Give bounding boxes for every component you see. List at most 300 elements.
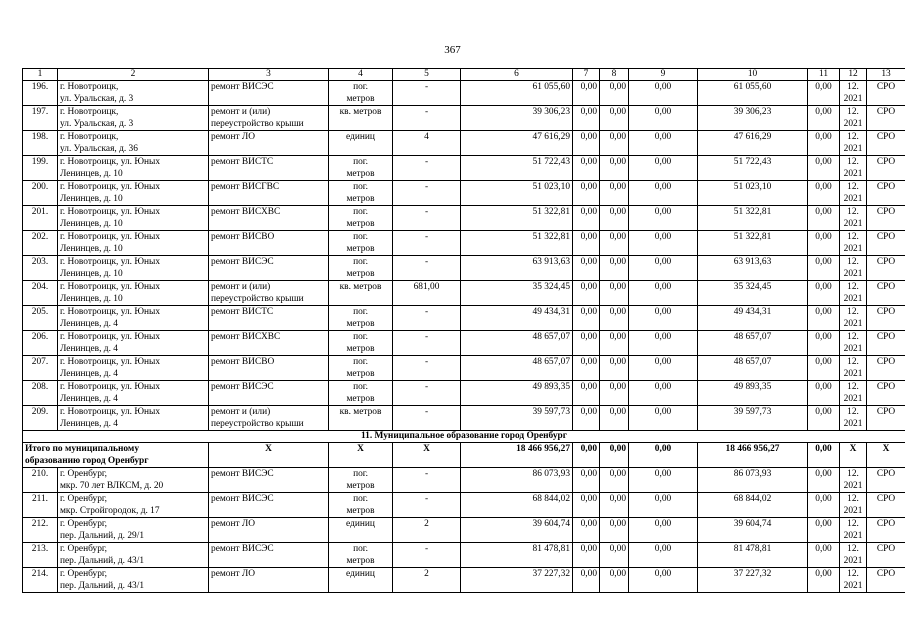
cell-line [211, 555, 326, 567]
table-cell: 0,00 [600, 256, 629, 281]
table-cell: 0,00 [600, 568, 629, 593]
table-cell: 211. [23, 493, 58, 518]
cell-line [331, 118, 390, 130]
cell-line: пог. [353, 182, 368, 192]
table-cell: 206. [23, 331, 58, 356]
cell-line: 2021 [843, 369, 863, 379]
table-cell [329, 156, 393, 181]
table-cell [329, 81, 393, 106]
cell-line: метров [346, 244, 375, 254]
cell-line: 12. [847, 132, 859, 142]
cell-line: ремонт ВИСХВС [211, 207, 281, 217]
table-cell: 0,00 [629, 381, 698, 406]
table-cell: СРО [867, 356, 905, 381]
table-cell: 63 913,63 [461, 256, 573, 281]
cell-line: 12. [847, 544, 859, 554]
table-cell [329, 518, 393, 543]
cell-line: Ленинцев, д. 4 [60, 319, 118, 329]
table-cell: - [393, 206, 461, 231]
table-row [23, 331, 905, 356]
cell-line: пог. [353, 232, 368, 242]
table-cell: 0,00 [629, 81, 698, 106]
cell-line: Ленинцев, д. 4 [60, 419, 118, 429]
table-cell: 0,00 [600, 381, 629, 406]
table-cell: 0,00 [573, 356, 600, 381]
cell-line: ремонт ВИСЭС [211, 494, 274, 504]
table-cell: СРО [867, 181, 905, 206]
table-cell: 0,00 [808, 131, 840, 156]
table-cell: 213. [23, 543, 58, 568]
cell-line: 12. [847, 357, 859, 367]
table-cell: 49 434,31 [461, 306, 573, 331]
table-cell: 0,00 [629, 518, 698, 543]
table-row [23, 381, 905, 406]
table-cell: 0,00 [808, 356, 840, 381]
cell-line: 12. [847, 232, 859, 242]
table-cell: 49 893,35 [698, 381, 808, 406]
table-cell [209, 181, 329, 206]
cell-line: переустройство крыши [211, 419, 304, 429]
table-cell [58, 156, 209, 181]
cell-line: метров [346, 319, 375, 329]
cell-line: пог. [353, 544, 368, 554]
table-cell: 0,00 [808, 381, 840, 406]
table-cell [58, 518, 209, 543]
cell-line: ремонт ВИСЭС [211, 82, 274, 92]
table-row [23, 493, 905, 518]
cell-line: г. Оренбург, [60, 569, 108, 579]
table-cell [329, 106, 393, 131]
table-cell: 0,00 [573, 518, 600, 543]
table-row [23, 206, 905, 231]
table-cell: 212. [23, 518, 58, 543]
cell-line: 2021 [843, 94, 863, 104]
cell-line: мкр. 70 лет ВЛКСМ, д. 20 [60, 481, 164, 491]
cell-line: г. Новотроицк, [60, 132, 119, 142]
table-cell: 47 616,29 [461, 131, 573, 156]
total-row [23, 443, 905, 468]
cell-line: 2021 [843, 419, 863, 429]
cell-line: 2021 [843, 219, 863, 229]
table-cell [329, 206, 393, 231]
cell-line [211, 168, 326, 180]
total-cell: 0,00 [573, 443, 600, 468]
cell-line [211, 343, 326, 355]
table-cell: 39 597,73 [461, 406, 573, 431]
cell-line: переустройство крыши [211, 294, 304, 304]
table-cell: СРО [867, 493, 905, 518]
table-row [23, 156, 905, 181]
table-cell [58, 206, 209, 231]
table-cell [840, 181, 867, 206]
table-cell [329, 381, 393, 406]
table-cell: 39 604,74 [698, 518, 808, 543]
table-cell: 197. [23, 106, 58, 131]
table-cell: СРО [867, 231, 905, 256]
table-cell: 681,00 [393, 281, 461, 306]
table-cell [58, 81, 209, 106]
table-cell [840, 356, 867, 381]
cell-line: г. Новотроицк, ул. Юных [60, 407, 161, 417]
table-cell [840, 406, 867, 431]
table-cell: - [393, 156, 461, 181]
table-cell: 0,00 [600, 206, 629, 231]
table-cell [329, 281, 393, 306]
table-cell: - [393, 181, 461, 206]
table-cell: 0,00 [573, 106, 600, 131]
table-cell: 0,00 [629, 231, 698, 256]
cell-line: 2021 [843, 344, 863, 354]
cell-line [331, 143, 390, 155]
cell-line: г. Новотроицк, ул. Юных [60, 382, 161, 392]
cell-line: метров [346, 369, 375, 379]
cell-line: ремонт ВИСЭС [211, 257, 274, 267]
table-cell [840, 518, 867, 543]
cell-line: 2021 [843, 294, 863, 304]
table-cell [209, 468, 329, 493]
cell-line: г. Новотроицк, ул. Юных [60, 157, 161, 167]
cell-line: г. Новотроицк, [60, 107, 119, 117]
table-cell: 0,00 [600, 518, 629, 543]
cell-line: 12. [847, 519, 859, 529]
total-cell: X [393, 443, 461, 468]
table-cell: - [393, 81, 461, 106]
table-cell: 0,00 [573, 181, 600, 206]
table-cell: СРО [867, 468, 905, 493]
table-cell: 202. [23, 231, 58, 256]
cell-line: единиц [346, 132, 375, 142]
table-cell: 48 657,07 [698, 356, 808, 381]
table-cell: 2 [393, 518, 461, 543]
table-cell: 51 023,10 [461, 181, 573, 206]
cell-line: 2021 [843, 506, 863, 516]
cell-line [211, 580, 326, 592]
column-header: 3 [209, 69, 329, 81]
table-cell: - [393, 231, 461, 256]
cell-line: 2021 [843, 194, 863, 204]
cell-line: 2021 [843, 144, 863, 154]
table-cell [840, 81, 867, 106]
table-cell: 51 722,43 [698, 156, 808, 181]
capital-repair-table [22, 68, 905, 593]
table-cell: 51 023,10 [698, 181, 808, 206]
cell-line [211, 318, 326, 330]
table-cell: 0,00 [573, 468, 600, 493]
table-cell [840, 568, 867, 593]
table-cell [58, 381, 209, 406]
table-cell: 35 324,45 [698, 281, 808, 306]
table-row [23, 468, 905, 493]
table-cell: СРО [867, 81, 905, 106]
table-cell [329, 181, 393, 206]
cell-line: метров [346, 556, 375, 566]
table-cell: 0,00 [808, 81, 840, 106]
table-cell: 37 227,32 [698, 568, 808, 593]
cell-line: ремонт и (или) [211, 282, 271, 292]
table-cell: 51 322,81 [461, 206, 573, 231]
cell-line [211, 530, 326, 542]
cell-line: пер. Дальний, д. 29/1 [60, 531, 145, 541]
table-cell: 35 324,45 [461, 281, 573, 306]
cell-line: 12. [847, 82, 859, 92]
cell-line: Ленинцев, д. 4 [60, 344, 118, 354]
table-cell: 207. [23, 356, 58, 381]
cell-line: ул. Уральская, д. 36 [60, 144, 138, 154]
column-header: 1 [23, 69, 58, 81]
cell-line: единиц [346, 569, 375, 579]
table-cell [329, 543, 393, 568]
table-cell [209, 81, 329, 106]
table-cell: 0,00 [573, 306, 600, 331]
table-cell [209, 256, 329, 281]
cell-line [331, 580, 390, 592]
table-cell: 0,00 [600, 181, 629, 206]
cell-line: 12. [847, 182, 859, 192]
table-cell: 214. [23, 568, 58, 593]
table-cell: 61 055,60 [461, 81, 573, 106]
total-cell: 0,00 [808, 443, 840, 468]
table-cell [58, 331, 209, 356]
table-cell: СРО [867, 406, 905, 431]
table-cell: 0,00 [600, 106, 629, 131]
table-cell: 0,00 [808, 231, 840, 256]
cell-line: пог. [353, 157, 368, 167]
cell-line: 12. [847, 569, 859, 579]
table-row [23, 106, 905, 131]
column-header: 7 [573, 69, 600, 81]
table-cell: СРО [867, 156, 905, 181]
table-cell: 200. [23, 181, 58, 206]
table-cell [329, 306, 393, 331]
table-cell: - [393, 356, 461, 381]
table-cell: 0,00 [600, 231, 629, 256]
table-cell: СРО [867, 518, 905, 543]
cell-line: 2021 [843, 319, 863, 329]
cell-line [211, 393, 326, 405]
cell-line: 2021 [843, 531, 863, 541]
cell-line: 2021 [843, 481, 863, 491]
total-cell: X [209, 443, 329, 468]
table-cell: 0,00 [573, 231, 600, 256]
table-cell: 0,00 [629, 493, 698, 518]
table-cell [840, 156, 867, 181]
table-cell: 48 657,07 [698, 331, 808, 356]
table-cell: 210. [23, 468, 58, 493]
table-cell: 0,00 [573, 156, 600, 181]
table-cell: - [393, 468, 461, 493]
table-cell: 0,00 [600, 156, 629, 181]
cell-line: кв. метров [339, 407, 382, 417]
table-cell: 0,00 [808, 306, 840, 331]
table-cell: 0,00 [629, 206, 698, 231]
table-cell [58, 493, 209, 518]
table-cell: - [393, 493, 461, 518]
table-cell: 0,00 [573, 331, 600, 356]
table-cell [329, 493, 393, 518]
cell-line: ремонт ВИСХВС [211, 332, 281, 342]
table-cell: 0,00 [808, 256, 840, 281]
table-cell: - [393, 381, 461, 406]
table-cell: 48 657,07 [461, 356, 573, 381]
table-cell: СРО [867, 131, 905, 156]
table-cell: 86 073,93 [698, 468, 808, 493]
table-cell: 0,00 [629, 568, 698, 593]
cell-line: пог. [353, 257, 368, 267]
table-cell: 63 913,63 [698, 256, 808, 281]
cell-line: пог. [353, 307, 368, 317]
cell-line: 12. [847, 469, 859, 479]
table-cell: 51 322,81 [461, 231, 573, 256]
table-cell [329, 468, 393, 493]
table-cell [840, 131, 867, 156]
cell-line: г. Оренбург, [60, 519, 108, 529]
table-cell [209, 381, 329, 406]
table-row [23, 568, 905, 593]
column-header: 8 [600, 69, 629, 81]
table-cell [209, 518, 329, 543]
cell-line: ремонт ВИСТС [211, 157, 274, 167]
table-row [23, 231, 905, 256]
table-cell: 205. [23, 306, 58, 331]
cell-line: единиц [346, 519, 375, 529]
table-cell: 86 073,93 [461, 468, 573, 493]
table-cell: 208. [23, 381, 58, 406]
cell-line [211, 480, 326, 492]
cell-line: ремонт и (или) [211, 107, 271, 117]
cell-line: 2021 [843, 581, 863, 591]
total-label [23, 443, 209, 468]
table-cell [58, 468, 209, 493]
cell-line: Ленинцев, д. 10 [60, 194, 123, 204]
cell-line: 2021 [843, 119, 863, 129]
table-cell: СРО [867, 331, 905, 356]
cell-line: г. Оренбург, [60, 469, 108, 479]
cell-line: г. Новотроицк, ул. Юных [60, 182, 161, 192]
table-cell [58, 543, 209, 568]
table-row [23, 181, 905, 206]
cell-line: метров [346, 506, 375, 516]
cell-line: ремонт ЛО [211, 519, 256, 529]
cell-line: 2021 [843, 269, 863, 279]
table-cell [329, 231, 393, 256]
table-cell: СРО [867, 106, 905, 131]
cell-line [211, 143, 326, 155]
cell-line [211, 218, 326, 230]
table-cell [840, 493, 867, 518]
section-title: 11. Муниципальное образование город Оренбург [23, 431, 905, 443]
cell-line: г. Новотроицк, ул. Юных [60, 207, 161, 217]
table-row [23, 81, 905, 106]
cell-line: 2021 [843, 394, 863, 404]
table-cell: 203. [23, 256, 58, 281]
table-cell [58, 356, 209, 381]
table-cell: 0,00 [808, 543, 840, 568]
cell-line: пог. [353, 382, 368, 392]
table-cell: 0,00 [629, 306, 698, 331]
table-cell: 81 478,81 [461, 543, 573, 568]
cell-line [331, 530, 390, 542]
cell-line: Ленинцев, д. 4 [60, 369, 118, 379]
table-cell: 49 893,35 [461, 381, 573, 406]
table-row [23, 518, 905, 543]
table-cell: 0,00 [808, 281, 840, 306]
table-cell: 0,00 [600, 281, 629, 306]
table-cell: СРО [867, 281, 905, 306]
table-cell: 0,00 [600, 331, 629, 356]
cell-line: ул. Уральская, д. 3 [60, 119, 134, 129]
table-cell [58, 281, 209, 306]
table-cell: 0,00 [808, 206, 840, 231]
cell-line [211, 193, 326, 205]
cell-line [331, 293, 390, 305]
cell-line: г. Оренбург, [60, 544, 108, 554]
table-cell: - [393, 331, 461, 356]
table-cell [209, 493, 329, 518]
cell-line: ремонт ЛО [211, 132, 256, 142]
cell-line: ремонт ВИСВО [211, 232, 275, 242]
cell-line: пог. [353, 332, 368, 342]
table-cell: 0,00 [573, 543, 600, 568]
cell-line: 12. [847, 257, 859, 267]
table-cell [840, 231, 867, 256]
column-header: 13 [867, 69, 905, 81]
page-number: 367 [444, 44, 461, 56]
table-cell: 0,00 [573, 206, 600, 231]
table-cell: СРО [867, 543, 905, 568]
column-header: 5 [393, 69, 461, 81]
cell-line: метров [346, 269, 375, 279]
table-cell: 81 478,81 [698, 543, 808, 568]
total-cell: 18 466 956,27 [698, 443, 808, 468]
table-cell: 0,00 [600, 81, 629, 106]
cell-line: г. Оренбург, [60, 494, 108, 504]
cell-line: г. Новотроицк, ул. Юных [60, 232, 161, 242]
table-cell: 0,00 [600, 493, 629, 518]
table-cell: 0,00 [808, 156, 840, 181]
table-cell: 0,00 [808, 468, 840, 493]
table-cell: 0,00 [629, 356, 698, 381]
cell-line: пог. [353, 82, 368, 92]
table-cell: 0,00 [573, 568, 600, 593]
cell-line: ремонт ВИСВО [211, 357, 275, 367]
table-cell: 0,00 [629, 331, 698, 356]
table-cell [840, 206, 867, 231]
column-header: 10 [698, 69, 808, 81]
cell-line: метров [346, 169, 375, 179]
cell-line: Ленинцев, д. 4 [60, 394, 118, 404]
table-cell: 39 597,73 [698, 406, 808, 431]
cell-line: Итого по муниципальному [25, 444, 140, 454]
table-cell: СРО [867, 381, 905, 406]
table-cell: 0,00 [808, 181, 840, 206]
table-cell: 0,00 [573, 406, 600, 431]
table-cell [209, 156, 329, 181]
table-cell [209, 356, 329, 381]
table-cell [58, 306, 209, 331]
table-cell: 209. [23, 406, 58, 431]
table-cell [58, 181, 209, 206]
table-cell: 0,00 [600, 543, 629, 568]
cell-line: пог. [353, 494, 368, 504]
table-cell: 0,00 [629, 106, 698, 131]
table-cell: - [393, 256, 461, 281]
cell-line: 12. [847, 107, 859, 117]
cell-line: метров [346, 219, 375, 229]
table-cell: 0,00 [629, 256, 698, 281]
table-cell [209, 406, 329, 431]
table-cell [329, 356, 393, 381]
table-cell: 39 306,23 [698, 106, 808, 131]
